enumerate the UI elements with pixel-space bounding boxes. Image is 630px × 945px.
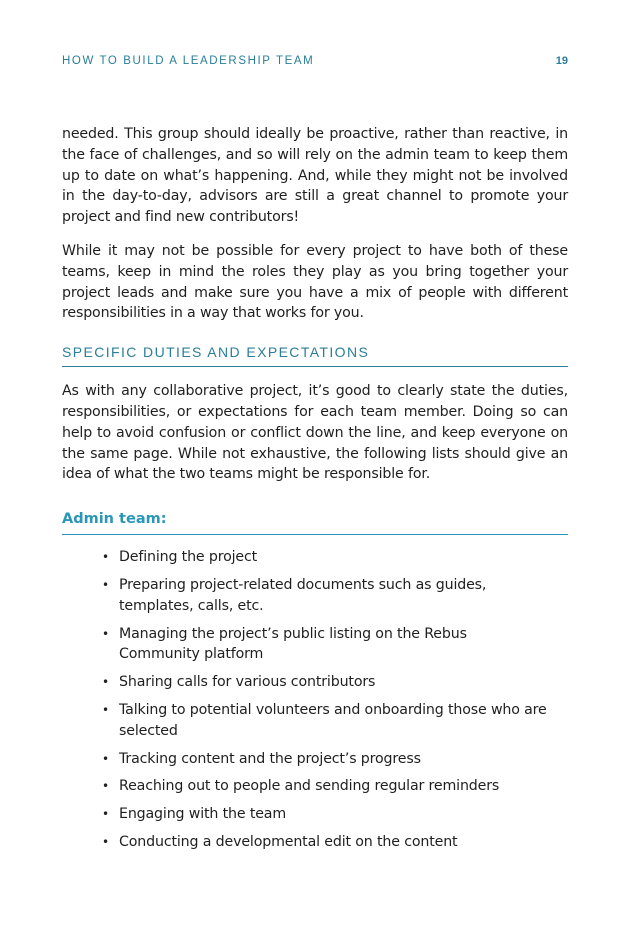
bullet-icon: • <box>102 751 109 766</box>
list-item <box>102 700 549 742</box>
bullet-icon: • <box>102 834 109 849</box>
list-item-text: Tracking content and the project’s progress <box>119 750 421 767</box>
list-item <box>102 575 549 617</box>
section-intro-paragraph: As with any collaborative project, it’s good to clearly state the duties, responsibilities, or expectations for each team member. Doing so can help to avoid confusion or conflict down the line, and keep everyone on the same page. While not exhaustive, the following lists should give an idea of what the two teams might be responsible for. <box>62 383 568 483</box>
admin-team-duties-list <box>62 547 568 853</box>
page-number: 19 <box>555 55 568 67</box>
list-item <box>102 804 549 825</box>
admin-team-heading: Admin team: <box>62 511 568 535</box>
list-item <box>102 547 549 568</box>
bullet-icon: • <box>102 702 109 717</box>
page-content <box>62 124 568 860</box>
body-paragraph: While it may not be possible for every project to have both of these teams, keep in mind the roles they play as you bring together your project leads and make sure you have a mix of people with different responsibilities in a way that works for you. <box>62 242 568 322</box>
bullet-icon: • <box>102 779 109 794</box>
list-item-text: Reaching out to people and sending regular reminders <box>119 778 500 795</box>
bullet-icon: • <box>102 577 109 592</box>
list-item-text: Sharing calls for various contributors <box>119 674 376 691</box>
list-item <box>102 672 549 693</box>
running-title: HOW TO BUILD A LEADERSHIP TEAM <box>62 55 315 67</box>
section-heading: SPECIFIC DUTIES AND EXPECTATIONS <box>62 344 568 367</box>
list-item <box>102 832 549 853</box>
list-item <box>102 749 549 770</box>
bullet-icon: • <box>102 550 109 565</box>
bullet-icon: • <box>102 675 109 690</box>
body-paragraph: needed. This group should ideally be proactive, rather than reactive, in the face of challenges, and so will rely on the admin team to keep them up to date on what’s happening. And, while they might not be involved in the day-to-day, advisors are still a great channel to promote your project and find new contributors! <box>62 126 568 226</box>
list-item <box>102 776 549 797</box>
bullet-icon: • <box>102 626 109 641</box>
running-header <box>62 55 568 71</box>
list-item-text: Preparing project-related documents such as guides, templates, calls, etc. <box>119 576 487 614</box>
list-item-text: Defining the project <box>119 549 258 566</box>
list-item-text: Engaging with the team <box>119 806 287 823</box>
bullet-icon: • <box>102 807 109 822</box>
list-item <box>102 624 549 666</box>
list-item-text: Talking to potential volunteers and onboarding those who are selected <box>119 701 547 739</box>
list-item-text: Conducting a developmental edit on the content <box>119 833 458 850</box>
list-item-text: Managing the project’s public listing on the Rebus Community platform <box>119 625 467 663</box>
